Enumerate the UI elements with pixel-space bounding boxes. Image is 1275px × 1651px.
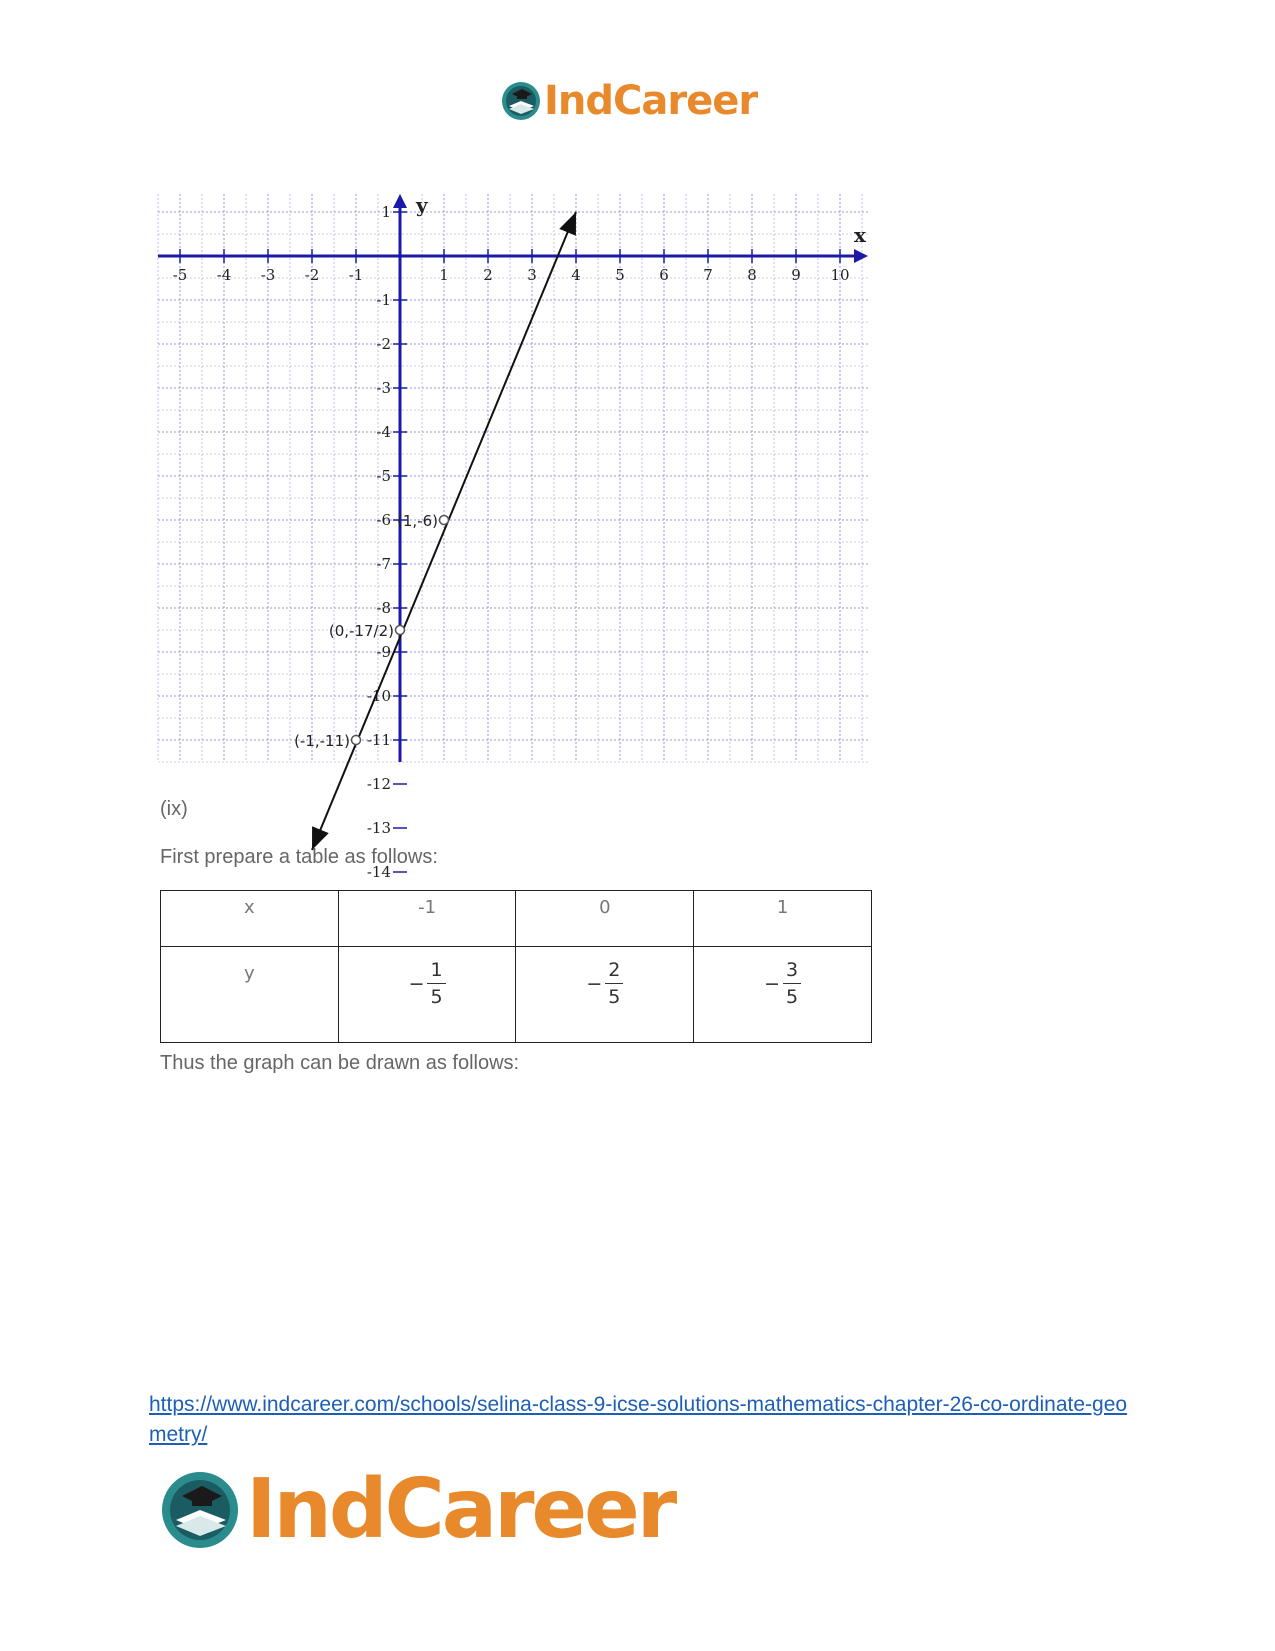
point-label: (1,-6) (397, 512, 438, 530)
outro-text: Thus the graph can be drawn as follows: (160, 1052, 520, 1074)
x-tick-label: 7 (703, 266, 713, 284)
x-tick-label: 1 (439, 266, 449, 284)
x-tick-label: -5 (172, 266, 188, 284)
source-url-link[interactable]: https://www.indcareer.com/schools/selina-class-9-icse-solutions-mathematics-chapter-26-co-ordinate-geometry/ (149, 1393, 1128, 1446)
point-label: (0,-17/2) (328, 622, 394, 640)
y-tick-label: -4 (376, 423, 391, 441)
y-tick-label: 1 (381, 203, 391, 221)
plotted-point (352, 736, 361, 745)
table-cell-y3: − $\frac{3}{5}$ (694, 947, 872, 1043)
table-cell-y2: − $\frac{2}{5}$ (516, 947, 694, 1043)
x-tick-label: -2 (304, 266, 320, 284)
axes (158, 193, 868, 872)
x-tick-label: 5 (615, 266, 625, 284)
logo-text: IndCareer (246, 1462, 675, 1557)
y-tick-label: -10 (366, 687, 391, 705)
x-tick-label: -1 (348, 266, 364, 284)
y-axis-label: y (416, 193, 428, 217)
y-tick-label: -5 (376, 467, 391, 485)
y-tick-label: -13 (366, 819, 391, 837)
y-tick-label: -14 (366, 863, 391, 881)
x-tick-label: 2 (483, 266, 493, 284)
plotted-points (294, 512, 448, 750)
plotted-point (396, 626, 405, 635)
y-tick-label: -11 (366, 731, 391, 749)
x-tick-label: 9 (791, 266, 801, 284)
table-cell-x3: 1 (694, 891, 872, 947)
x-tick-label: -4 (216, 266, 232, 284)
point-label: (-1,-11) (294, 732, 350, 750)
y-tick-label: -8 (376, 599, 391, 617)
x-tick-label: 6 (659, 266, 669, 284)
table-cell-y1: − $\frac{1}{5}$ (338, 947, 516, 1043)
indcareer-logo-top (500, 78, 757, 124)
graduation-book-icon (500, 80, 542, 122)
table-header-y: y (161, 947, 339, 1043)
values-table (160, 890, 872, 1043)
logo-text: IndCareer (544, 78, 758, 124)
table-cell-x2: 0 (516, 891, 694, 947)
x-tick-label: -3 (260, 266, 276, 284)
indcareer-logo-bottom (158, 1462, 674, 1557)
x-axis-arrow (854, 249, 868, 263)
table-header-x: x (161, 891, 339, 947)
x-tick-label: 10 (830, 266, 850, 284)
y-tick-label: -2 (376, 335, 391, 353)
graduation-book-icon (158, 1468, 242, 1552)
x-tick-label: 4 (571, 266, 581, 284)
y-tick-label: -7 (376, 555, 391, 573)
y-axis-arrow (393, 194, 407, 208)
line-arrowhead-top (559, 212, 576, 236)
y-tick-label: -9 (376, 643, 391, 661)
x-axis-label: x (854, 223, 866, 247)
x-tick-label: 3 (527, 266, 537, 284)
table-row-x (161, 891, 872, 947)
y-tick-label: -1 (376, 291, 391, 309)
table-cell-x1: -1 (338, 891, 516, 947)
table-row-y (161, 947, 872, 1043)
y-tick-label: -6 (376, 511, 391, 529)
part-label: (ix) (160, 798, 188, 820)
plotted-point (440, 516, 449, 525)
intro-text: First prepare a table as follows: (160, 846, 438, 868)
y-tick-label: -3 (376, 379, 391, 397)
x-tick-label: 8 (747, 266, 757, 284)
y-tick-label: -12 (366, 775, 391, 793)
